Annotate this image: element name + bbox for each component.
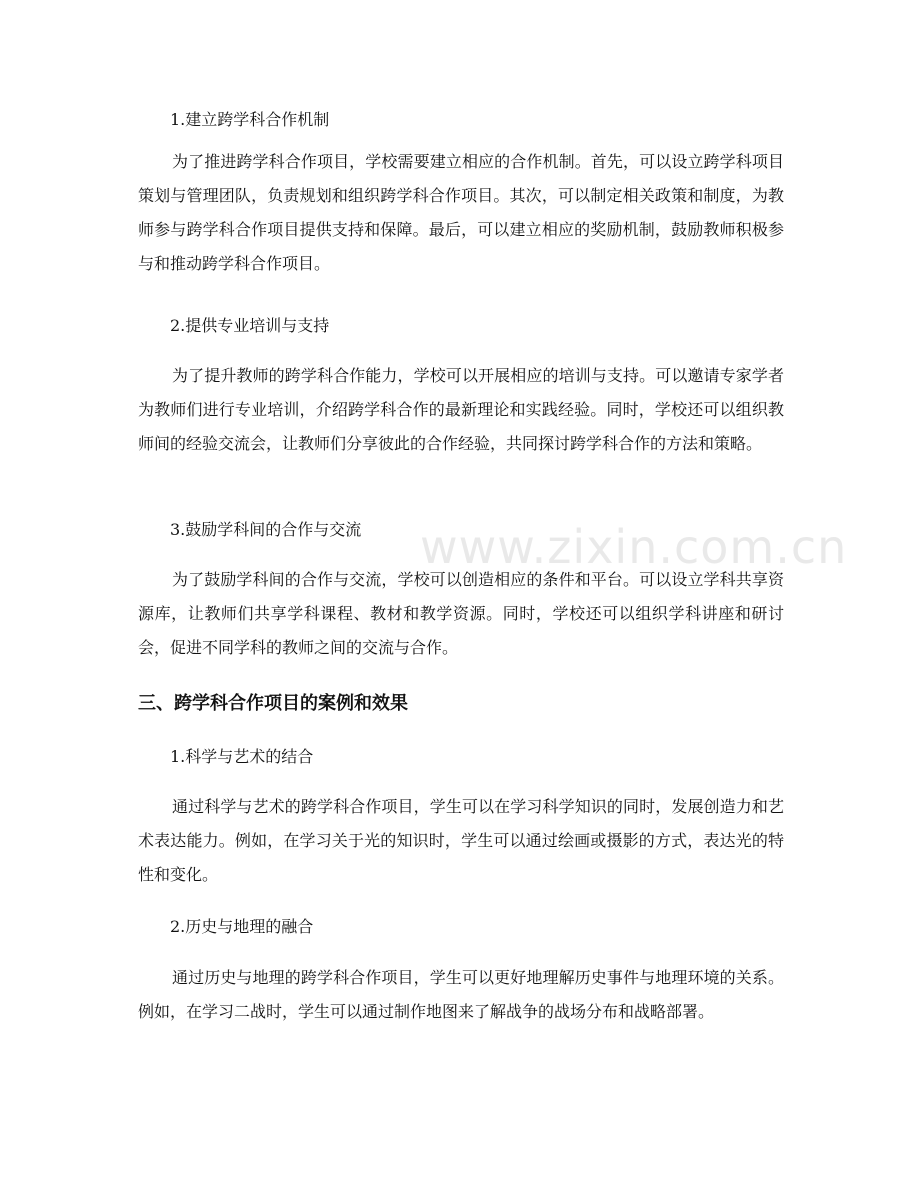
- subheading: 2.历史与地理的融合: [170, 917, 314, 936]
- section-title: 三、跨学科合作项目的案例和效果: [138, 693, 408, 714]
- paragraph: 通过历史与地理的跨学科合作项目，学生可以更好地理解历史事件与地理环境的关系。例如，在学习二战时，学生可以通过制作地图来了解战争的战场分布和战略部署。: [138, 968, 784, 1021]
- subheading: 1.建立跨学科合作机制: [170, 110, 330, 129]
- paragraph: 为了推进跨学科合作项目，学校需要建立相应的合作机制。首先，可以设立跨学科项目策划与管理团队，负责规划和组织跨学科合作项目。其次，可以制定相关政策和制度，为教师参与跨学科合作项目提供支持和保障。最后，可以建立相应的奖励机制，鼓励教师积极参与和推动跨学科合作项目。: [138, 152, 784, 273]
- paragraph: 通过科学与艺术的跨学科合作项目，学生可以在学习科学知识的同时，发展创造力和艺术表达能力。例如，在学习关于光的知识时，学生可以通过绘画或摄影的方式，表达光的特性和变化。: [138, 797, 784, 884]
- paragraph: 为了鼓励学科间的合作与交流，学校可以创造相应的条件和平台。可以设立学科共享资源库，让教师们共享学科课程、教材和教学资源。同时，学校还可以组织学科讲座和研讨会，促进不同学科的教师之间的交流与合作。: [138, 570, 784, 657]
- subheading: 1.科学与艺术的结合: [170, 747, 314, 766]
- paragraph: 为了提升教师的跨学科合作能力，学校可以开展相应的培训与支持。可以邀请专家学者为教师们进行专业培训，介绍跨学科合作的最新理论和实践经验。同时，学校还可以组织教师间的经验交流会，让教师们分享彼此的合作经验，共同探讨跨学科合作的方法和策略。: [138, 366, 784, 453]
- subheading: 3.鼓励学科间的合作与交流: [170, 520, 362, 539]
- watermark: www.zixin.com.cn: [420, 520, 848, 574]
- subheading: 2.提供专业培训与支持: [170, 316, 330, 335]
